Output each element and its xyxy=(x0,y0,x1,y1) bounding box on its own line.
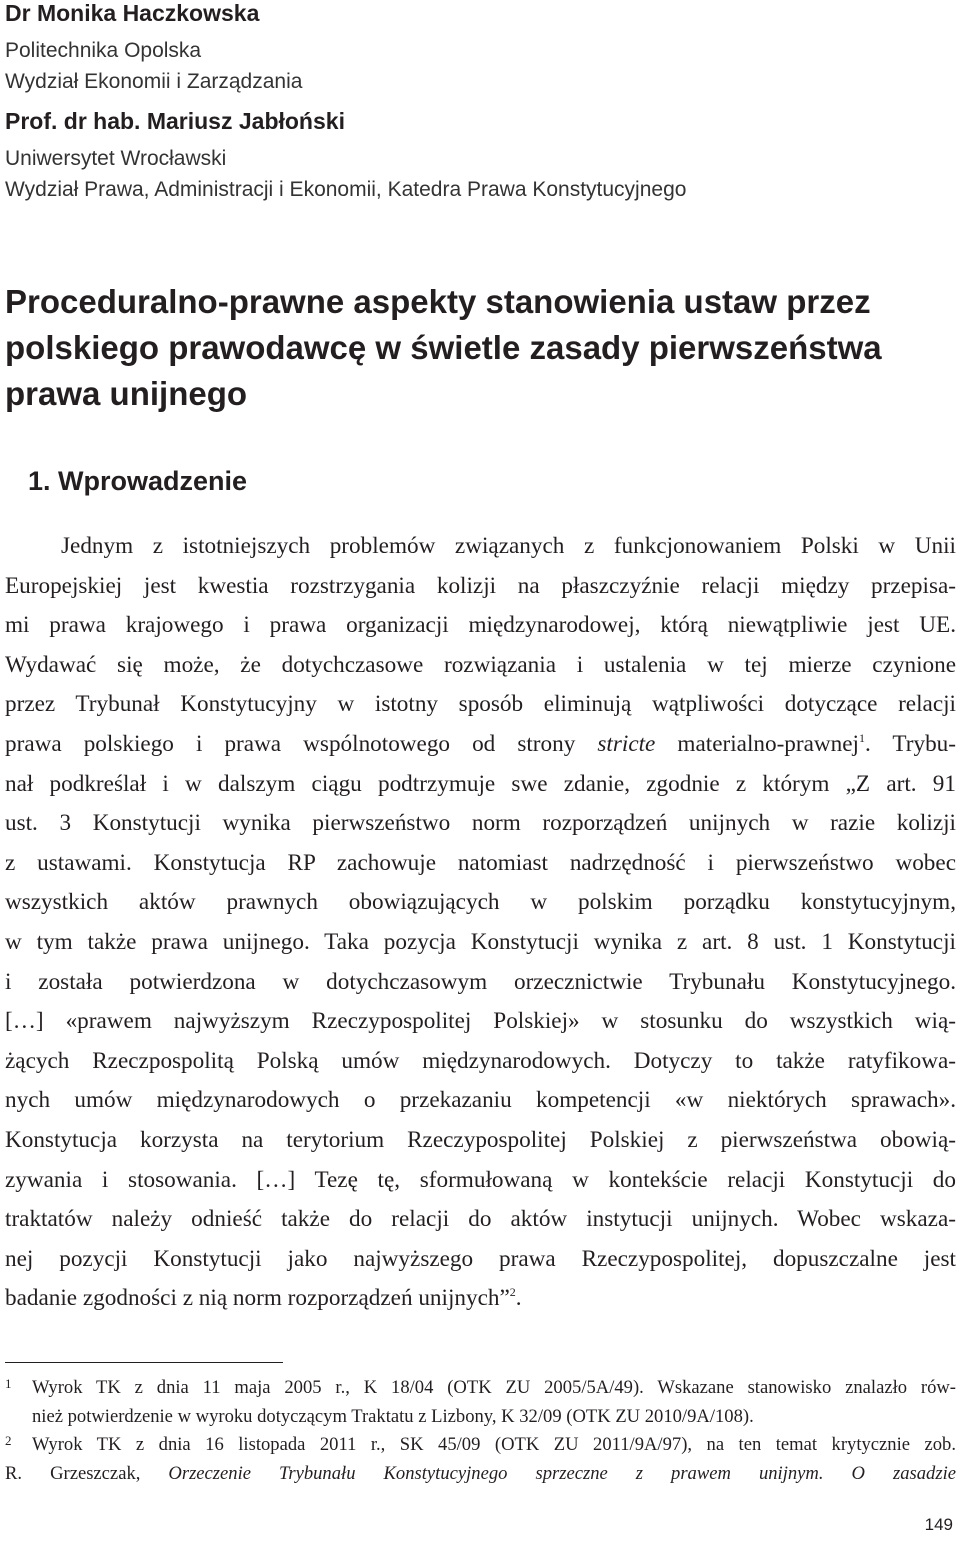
text-run: materialno-prawnej xyxy=(655,730,859,757)
body-line: mi prawa krajowego i prawa organizacji międzynarodowej, którą niewątpliwie jest UE. xyxy=(5,612,956,639)
body-line: Europejskiej jest kwestia rozstrzygania kolizji na płaszczyźnie relacji między przepisa- xyxy=(5,572,956,599)
author-name: Prof. dr hab. Mariusz Jabłoński xyxy=(5,108,345,134)
footnotes xyxy=(5,1374,956,1488)
body-line: Wydawać się może, że dotychczasowe rozwiązania i ustalenia w tej mierze czynione xyxy=(5,651,956,678)
body-line: przez Trybunał Konstytucyjny w istotny sposób eliminują wątpliwości dotyczące relacji xyxy=(5,691,956,718)
footnote-line xyxy=(5,1460,956,1489)
article-title xyxy=(5,279,955,417)
body-line: żących Rzeczpospolitą Polską umów międzynarodowych. Dotyczy to także ratyfikowa- xyxy=(5,1047,956,1074)
body-line: zywania i stosowania. […] Tezę tę, sformułowaną w kontekście relacji Konstytucji do xyxy=(5,1166,956,1193)
footnote-line: Wyrok TK z dnia 11 maja 2005 r., K 18/04 (OTK ZU 2005/5A/49). Wskazane stanowisko znalazło rów- xyxy=(32,1377,956,1398)
italic-citation: Orzeczenie Trybunału Konstytucyjnego sprzeczne z prawem unijnym. O zasadzie xyxy=(168,1462,956,1484)
footnote xyxy=(5,1374,956,1431)
author-name: Dr Monika Haczkowska xyxy=(5,0,260,26)
body-paragraph xyxy=(5,527,956,1319)
footnote-separator xyxy=(5,1362,283,1363)
text-run: . xyxy=(515,1285,522,1312)
body-line: ust. 3 Konstytucji wynika pierwszeństwo norm rozporządzeń unijnych w razie kolizji xyxy=(5,810,956,837)
footnote-line: nież potwierdzenie w wyroku dotyczącym Traktatu z Lizbony, K 32/09 (OTK ZU 2010/9A/108). xyxy=(32,1405,754,1427)
footnote-ref[interactable]: 1 xyxy=(858,730,865,745)
text-run: prawa polskiego i prawa wspólnotowego od strony xyxy=(5,730,598,757)
page-number: 149 xyxy=(924,1515,953,1534)
title-line: polskiego prawodawcę w świetle zasady pierwszeństwa xyxy=(5,329,882,366)
body-line: traktatów należy odnieść także do relacji do aktów instytucji unijnych. Wobec wskaza- xyxy=(5,1206,956,1233)
author-block-1 xyxy=(5,0,302,97)
body-line: i została potwierdzona w dotychczasowym orzecznictwie Trybunału Konstytucyjnego. xyxy=(5,968,956,995)
author-institution: Uniwersytet Wrocławski xyxy=(5,147,227,170)
body-line: w tym także prawa unijnego. Taka pozycja Konstytucji wynika z art. 8 ust. 1 Konstytucji xyxy=(5,928,956,955)
footnote-number: 1 xyxy=(5,1376,12,1391)
body-line: Jednym z istotniejszych problemów związanych z funkcjonowaniem Polski w Unii xyxy=(61,533,956,559)
title-line: Proceduralno-prawne aspekty stanowienia ustaw przez xyxy=(5,283,871,320)
body-line-with-footnote-ref xyxy=(5,725,956,765)
footnote-line: Wyrok TK z dnia 16 listopada 2011 r., SK 45/09 (OTK ZU 2011/9A/97), na ten temat krytycznie zob. xyxy=(32,1434,956,1456)
body-line: wszystkich aktów prawnych obowiązujących w polskim porządku konstytucyjnym, xyxy=(5,889,956,916)
author-department: Wydział Prawa, Administracji i Ekonomii, Katedra Prawa Konstytucyjnego xyxy=(5,178,687,201)
italic-term: stricte xyxy=(597,730,656,757)
footnote-ref[interactable]: 2 xyxy=(509,1285,516,1300)
author-block-2 xyxy=(5,108,686,205)
footnote xyxy=(5,1431,956,1488)
text-run: badanie zgodności z nią norm rozporządzeń unijnych” xyxy=(5,1285,510,1312)
body-line: nej pozycji Konstytucji jako najwyższego prawa Rzeczypospolitej, dopuszczalne jest xyxy=(5,1245,956,1272)
body-line: z ustawami. Konstytucja RP zachowuje natomiast nadrzędność i pierwszeństwo wobec xyxy=(5,849,956,876)
title-line: prawa unijnego xyxy=(5,375,248,412)
body-line: nych umów międzynarodowych o przekazaniu kompetencji «w niektórych sprawach». xyxy=(5,1087,956,1114)
text-run: . Trybu- xyxy=(864,730,957,757)
author-department: Wydział Ekonomii i Zarządzania xyxy=(5,70,303,93)
author-institution: Politechnika Opolska xyxy=(5,39,202,62)
text-run: R. Grzeszczak, xyxy=(5,1462,169,1484)
body-line: nał podkreślał i w dalszym ciągu podtrzymuje swe zdanie, zgodnie z którym „Z art. 91 xyxy=(5,770,956,797)
footnote-number: 2 xyxy=(5,1433,12,1449)
body-line: Konstytucja korzysta na terytorium Rzeczypospolitej Polskiej z pierwszeństwa obowią- xyxy=(5,1126,956,1153)
body-line: […] «prawem najwyższym Rzeczypospolitej Polskiej» w stosunku do wszystkich wią- xyxy=(5,1008,956,1035)
body-line-with-footnote-ref xyxy=(5,1279,956,1319)
section-heading: 1. Wprowadzenie xyxy=(28,466,248,496)
